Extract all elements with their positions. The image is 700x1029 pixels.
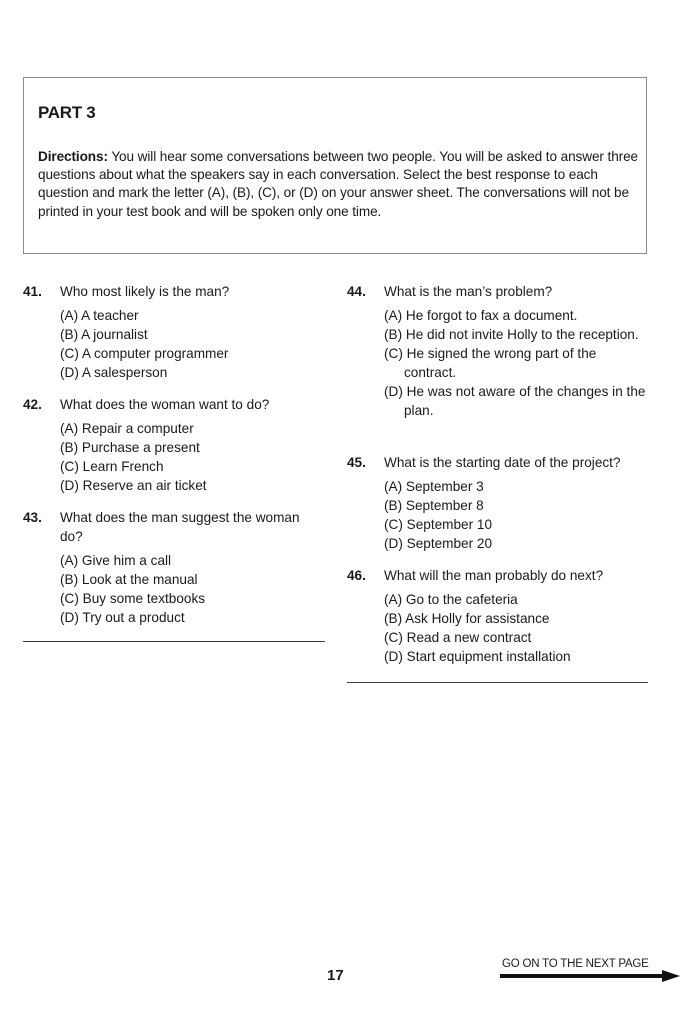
answer-option: (B) He did not invite Holly to the reception. <box>384 327 639 342</box>
directions-body: You will hear some conversations between two people. You will be asked to answer three questions about what the speakers say in each conversation. Select the best response to each question and mark the letter (A), (B), (C), or (D) on your answer sheet. The conversations will not be printed in your test book and will be spoken only one time. <box>38 149 639 219</box>
question-number: 46. <box>347 568 366 583</box>
question-number: 43. <box>23 510 42 525</box>
answer-option: (B) A journalist <box>60 327 148 342</box>
question-text: What does the man suggest the woman do? <box>60 510 300 544</box>
answer-option: (D) He was not aware of the changes in the plan. <box>384 384 646 418</box>
answer-option: (B) Ask Holly for assistance <box>384 611 550 626</box>
question-text: What will the man probably do next? <box>384 568 604 583</box>
answer-option: (D) Start equipment installation <box>384 649 571 664</box>
answer-options <box>384 477 492 553</box>
column-divider-right <box>347 682 648 683</box>
answer-option: (A) He forgot to fax a document. <box>384 308 578 323</box>
question-number: 45. <box>347 455 366 470</box>
answer-option: (C) He signed the wrong part of the contract. <box>384 346 597 380</box>
question-text: What is the starting date of the project? <box>384 455 621 470</box>
answer-option: (A) Give him a call <box>60 553 172 568</box>
answer-option: (D) A salesperson <box>60 365 168 380</box>
answer-options <box>384 590 571 666</box>
answer-option: (A) Go to the cafeteria <box>384 592 518 607</box>
answer-option: (D) Reserve an air ticket <box>60 478 207 493</box>
answer-option: (C) Learn French <box>60 459 164 474</box>
page-number: 17 <box>327 967 344 984</box>
answer-option: (C) September 10 <box>384 517 493 532</box>
answer-option: (A) Repair a computer <box>60 421 194 436</box>
question-text: What is the man’s problem? <box>384 284 553 299</box>
answer-option: (C) A computer programmer <box>60 346 229 361</box>
question-number: 42. <box>23 397 42 412</box>
answer-option: (B) September 8 <box>384 498 484 513</box>
directions-text <box>38 148 638 221</box>
answer-options <box>60 419 207 495</box>
answer-option: (C) Buy some textbooks <box>60 591 206 606</box>
directions-label: Directions: <box>38 149 108 164</box>
next-page-label: GO ON TO THE NEXT PAGE <box>502 958 649 970</box>
answer-options <box>384 306 646 420</box>
answer-option: (B) Purchase a present <box>60 440 200 455</box>
right-arrow-icon <box>500 970 680 982</box>
next-page-indicator <box>500 958 680 984</box>
answer-option: (A) September 3 <box>384 479 484 494</box>
answer-option: (D) Try out a product <box>60 610 185 625</box>
answer-options <box>60 306 228 382</box>
question-text: Who most likely is the man? <box>60 284 230 299</box>
part-title: PART 3 <box>38 103 96 122</box>
answer-option: (D) September 20 <box>384 536 493 551</box>
question-number: 41. <box>23 284 42 299</box>
answer-option: (C) Read a new contract <box>384 630 532 645</box>
answer-option: (B) Look at the manual <box>60 572 198 587</box>
directions-box <box>23 77 647 254</box>
question-number: 44. <box>347 284 366 299</box>
answer-option: (A) A teacher <box>60 308 139 323</box>
question-text: What does the woman want to do? <box>60 397 270 412</box>
column-divider-left <box>23 641 325 642</box>
answer-options <box>60 551 205 627</box>
